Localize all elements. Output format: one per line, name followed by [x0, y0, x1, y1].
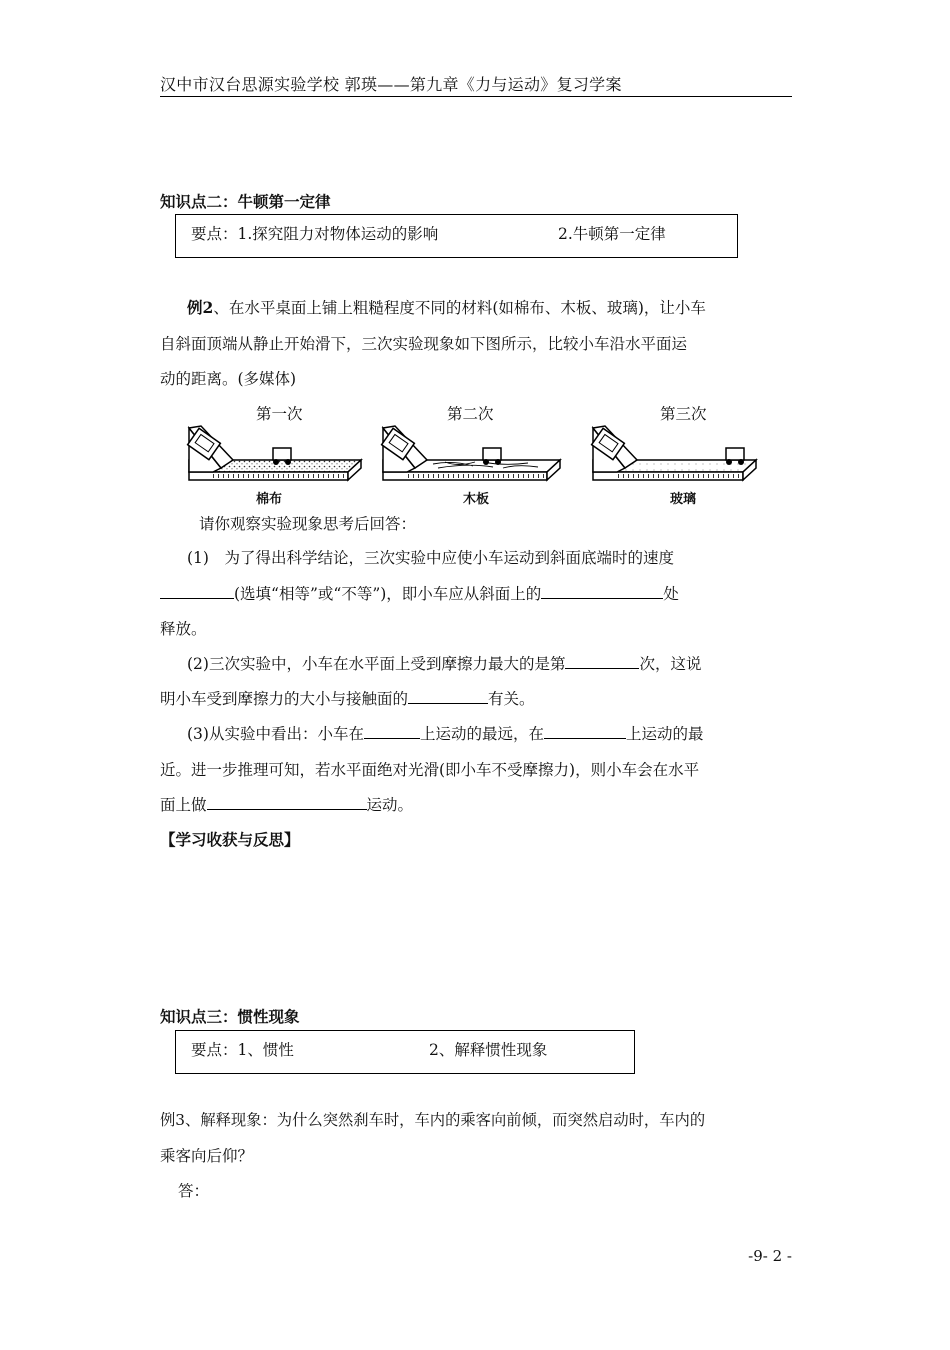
q3-text-c: 上运动的最	[625, 725, 704, 743]
example3-line2: 乘客向后仰？	[160, 1147, 254, 1165]
section3-keypoints-box	[175, 1030, 635, 1074]
material-label-glass: 玻璃	[670, 492, 697, 507]
track-glass	[592, 426, 756, 480]
q3-line3	[160, 793, 413, 815]
q1-text-c: 处	[663, 585, 679, 603]
q3-text-f: 运动。	[366, 796, 414, 814]
material-label-wood: 木板	[463, 492, 490, 507]
q2-text-b: 次，这说	[639, 655, 702, 673]
figure-label-2: 第二次	[447, 405, 494, 423]
q2-blank-2[interactable]	[408, 688, 488, 704]
q3-text-b: 上运动的最远，在	[419, 725, 544, 743]
track-wood	[382, 426, 560, 480]
example3-answer-label: 答：	[178, 1182, 210, 1200]
q3-blank-1[interactable]	[364, 723, 420, 739]
q1-line3: 释放。	[160, 620, 207, 638]
q2-line2	[160, 687, 535, 709]
q1-line1: (1) 为了得出科学结论，三次实验中应使小车运动到斜面底端时的速度	[187, 549, 674, 567]
figure-label-3: 第三次	[660, 405, 707, 423]
section3-keypoint-2: 2、解释惯性现象	[429, 1041, 548, 1059]
section2-keypoint-1: 要点：1.探究阻力对物体运动的影响	[191, 225, 439, 243]
example2-line1	[187, 296, 706, 318]
track-cotton	[188, 426, 361, 480]
q3-line2: 近。进一步推理可知，若水平面绝对光滑(即小车不受摩擦力)，则小车会在水平	[160, 761, 700, 779]
q3-text-e: 面上做	[160, 796, 207, 814]
q1-text-b: (选填“相等”或“不等”)，即小车应从斜面上的	[234, 585, 542, 603]
q2-line1	[187, 652, 701, 674]
section2-keypoints-box	[175, 214, 738, 258]
q2-text-c: 明小车受到摩擦力的大小与接触面的	[160, 690, 409, 708]
example2-number: 2	[202, 298, 214, 317]
example2-prompt: 请你观察实验现象思考后回答：	[199, 515, 417, 533]
example2-prefix: 例	[187, 298, 203, 317]
section2-keypoint-2: 2.牛顿第一定律	[558, 225, 666, 243]
q3-blank-3[interactable]	[207, 794, 367, 810]
q1-blank-2[interactable]	[541, 583, 663, 599]
q3-text-a: (3)从实验中看出：小车在	[187, 725, 364, 743]
q2-text-d: 有关。	[488, 690, 535, 708]
section3-keypoint-1: 要点：1、惯性	[191, 1041, 294, 1059]
q2-blank-1[interactable]	[565, 653, 639, 669]
q3-line1	[187, 722, 704, 744]
figure-label-1: 第一次	[256, 405, 303, 423]
q1-line2	[160, 582, 679, 604]
material-label-cotton: 棉布	[256, 492, 283, 507]
q1-blank-1[interactable]	[160, 583, 234, 599]
reflection-title: 【学习收获与反思】	[160, 830, 300, 849]
page-number: -9- 2 -	[748, 1247, 792, 1265]
example2-line2: 自斜面顶端从静止开始滑下，三次实验现象如下图所示，比较小车沿水平面运	[160, 335, 688, 353]
q2-text-a: (2)三次实验中，小车在水平面上受到摩擦力最大的是第	[187, 655, 566, 673]
q3-blank-2[interactable]	[544, 723, 626, 739]
example2-line1-text: 、在水平桌面上铺上粗糙程度不同的材料(如棉布、木板、玻璃)，让小车	[213, 299, 706, 317]
header-rule	[160, 96, 792, 97]
section3-title: 知识点三：惯性现象	[160, 1007, 300, 1026]
section2-title: 知识点二：牛顿第一定律	[160, 192, 331, 211]
page-header: 汉中市汉台思源实验学校 郭瑛——第九章《力与运动》复习学案	[160, 75, 622, 94]
example2-line3: 动的距离。(多媒体)	[160, 370, 297, 388]
example3-line1: 例3、解释现象：为什么突然刹车时，车内的乘客向前倾，而突然启动时，车内的	[160, 1111, 706, 1129]
